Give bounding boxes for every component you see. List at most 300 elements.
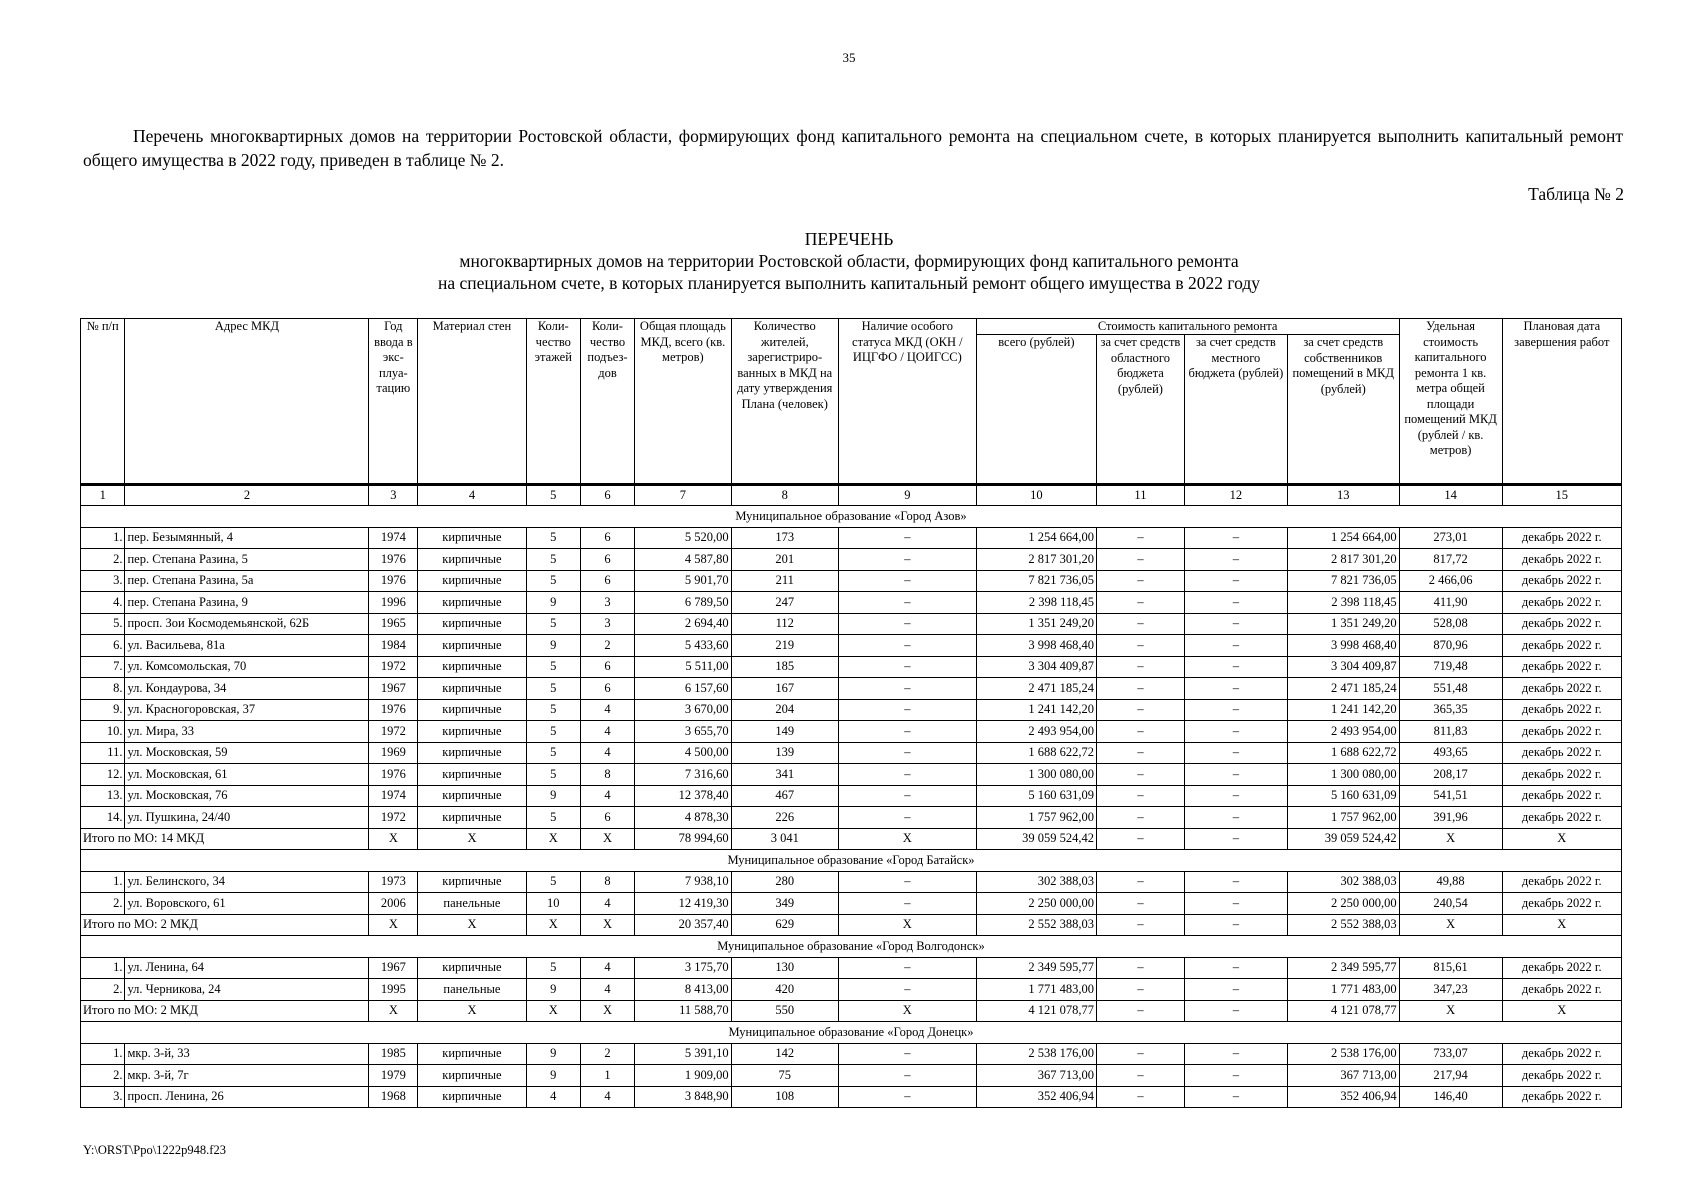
- total-label: Итого по МО: 2 МКД: [81, 914, 369, 936]
- table-cell: –: [1184, 893, 1287, 915]
- table-cell: 1967: [369, 678, 418, 700]
- table-cell: 8 413,00: [635, 979, 732, 1001]
- table-cell: 1972: [369, 807, 418, 829]
- table-cell: 1976: [369, 699, 418, 721]
- header-cost-total: всего (рублей): [976, 335, 1096, 485]
- table-cell: 2006: [369, 893, 418, 915]
- table-cell: 2 538 176,00: [976, 1043, 1096, 1065]
- table-cell: пер. Степана Разина, 5а: [125, 570, 369, 592]
- table-cell: 13.: [81, 785, 125, 807]
- table-cell: 5 160 631,09: [976, 785, 1096, 807]
- table-cell: декабрь 2022 г.: [1502, 893, 1621, 915]
- column-number: 13: [1287, 485, 1399, 506]
- total-cell: X: [1502, 828, 1621, 850]
- table-cell: декабрь 2022 г.: [1502, 957, 1621, 979]
- table-row: [81, 979, 1622, 1001]
- table-cell: 2 398 118,45: [1287, 592, 1399, 614]
- table-cell: –: [838, 785, 976, 807]
- table-cell: 7 821 736,05: [1287, 570, 1399, 592]
- table-cell: 4 878,30: [635, 807, 732, 829]
- table-cell: 112: [731, 613, 838, 635]
- table-cell: ул. Комсомольская, 70: [125, 656, 369, 678]
- total-cell: X: [526, 914, 580, 936]
- table-cell: –: [838, 742, 976, 764]
- table-cell: 1968: [369, 1086, 418, 1108]
- total-label: Итого по МО: 14 МКД: [81, 828, 369, 850]
- table-cell: –: [838, 807, 976, 829]
- table-cell: 1 688 622,72: [1287, 742, 1399, 764]
- table-row: [81, 592, 1622, 614]
- total-cell: –: [1097, 1000, 1185, 1022]
- table-cell: –: [1184, 871, 1287, 893]
- table-cell: кирпичные: [418, 570, 526, 592]
- table-cell: –: [1097, 785, 1185, 807]
- table-cell: 219: [731, 635, 838, 657]
- table-cell: –: [1097, 678, 1185, 700]
- table-cell: 1976: [369, 570, 418, 592]
- table-cell: –: [1097, 979, 1185, 1001]
- table-cell: –: [1184, 785, 1287, 807]
- table-cell: кирпичные: [418, 613, 526, 635]
- table-cell: пер. Безымянный, 4: [125, 527, 369, 549]
- table-cell: 6 789,50: [635, 592, 732, 614]
- table-cell: 5: [526, 699, 580, 721]
- table-cell: 1 241 142,20: [1287, 699, 1399, 721]
- table-row: [81, 1065, 1622, 1087]
- table-cell: 4: [580, 742, 634, 764]
- table-cell: –: [1184, 957, 1287, 979]
- table-cell: –: [1097, 592, 1185, 614]
- table-cell: 2 471 185,24: [1287, 678, 1399, 700]
- table-cell: 211: [731, 570, 838, 592]
- table-cell: 5 160 631,09: [1287, 785, 1399, 807]
- table-cell: –: [1097, 549, 1185, 571]
- table-cell: 719,48: [1399, 656, 1502, 678]
- table-cell: 108: [731, 1086, 838, 1108]
- table-cell: 5 511,00: [635, 656, 732, 678]
- table-cell: 9.: [81, 699, 125, 721]
- header-year: Год ввода в экс- плуа- тацию: [369, 319, 418, 485]
- table-cell: 9: [526, 785, 580, 807]
- table-cell: 1 909,00: [635, 1065, 732, 1087]
- header-entrances: Коли- чество подъез- дов: [580, 319, 634, 485]
- table-cell: 7.: [81, 656, 125, 678]
- table-row: [81, 742, 1622, 764]
- table-cell: мкр. 3-й, 33: [125, 1043, 369, 1065]
- table-cell: 6: [580, 656, 634, 678]
- table-cell: декабрь 2022 г.: [1502, 871, 1621, 893]
- table-cell: 2 349 595,77: [976, 957, 1096, 979]
- table-cell: ул. Васильева, 81а: [125, 635, 369, 657]
- total-cell: 78 994,60: [635, 828, 732, 850]
- table-cell: декабрь 2022 г.: [1502, 570, 1621, 592]
- table-cell: 1973: [369, 871, 418, 893]
- total-cell: X: [369, 914, 418, 936]
- table-cell: 3 998 468,40: [1287, 635, 1399, 657]
- table-cell: пер. Степана Разина, 9: [125, 592, 369, 614]
- table-cell: 1995: [369, 979, 418, 1001]
- table-cell: 1 254 664,00: [1287, 527, 1399, 549]
- table-cell: 1: [580, 1065, 634, 1087]
- table-cell: 391,96: [1399, 807, 1502, 829]
- table-cell: 4: [580, 785, 634, 807]
- table-cell: 1984: [369, 635, 418, 657]
- table-cell: 1972: [369, 721, 418, 743]
- total-cell: X: [418, 1000, 526, 1022]
- table-cell: кирпичные: [418, 527, 526, 549]
- total-cell: X: [1399, 1000, 1502, 1022]
- table-cell: 9: [526, 979, 580, 1001]
- table-cell: 1996: [369, 592, 418, 614]
- table-cell: –: [838, 764, 976, 786]
- total-row: [81, 828, 1622, 850]
- table-cell: декабрь 2022 г.: [1502, 678, 1621, 700]
- table-cell: пер. Степана Разина, 5: [125, 549, 369, 571]
- table-cell: 240,54: [1399, 893, 1502, 915]
- table-cell: 1972: [369, 656, 418, 678]
- title-line-1: ПЕРЕЧЕНЬ: [804, 229, 894, 249]
- table-cell: 1969: [369, 742, 418, 764]
- table-cell: кирпичные: [418, 678, 526, 700]
- table-cell: 1 771 483,00: [976, 979, 1096, 1001]
- total-label: Итого по МО: 2 МКД: [81, 1000, 369, 1022]
- intro-paragraph: [83, 124, 1623, 172]
- table-cell: –: [1097, 871, 1185, 893]
- houses-table: [80, 318, 1622, 1108]
- table-cell: 204: [731, 699, 838, 721]
- table-cell: –: [1184, 1043, 1287, 1065]
- total-cell: 550: [731, 1000, 838, 1022]
- table-cell: 1 688 622,72: [976, 742, 1096, 764]
- title-line-3: на специальном счете, в которых планируется выполнить капитальный ремонт общего имущества в 2022 году: [437, 273, 1261, 293]
- total-cell: X: [838, 828, 976, 850]
- table-row: [81, 699, 1622, 721]
- table-cell: 420: [731, 979, 838, 1001]
- table-row: [81, 764, 1622, 786]
- table-row: [81, 678, 1622, 700]
- table-cell: 1 771 483,00: [1287, 979, 1399, 1001]
- table-cell: 6: [580, 678, 634, 700]
- table-cell: 2 398 118,45: [976, 592, 1096, 614]
- table-cell: декабрь 2022 г.: [1502, 549, 1621, 571]
- total-cell: X: [418, 828, 526, 850]
- total-cell: 11 588,70: [635, 1000, 732, 1022]
- table-cell: 9: [526, 592, 580, 614]
- table-cell: 9: [526, 635, 580, 657]
- total-cell: 39 059 524,42: [1287, 828, 1399, 850]
- table-cell: 5 433,60: [635, 635, 732, 657]
- table-cell: –: [838, 592, 976, 614]
- table-cell: 3 175,70: [635, 957, 732, 979]
- table-cell: 6: [580, 570, 634, 592]
- table-cell: 2 250 000,00: [1287, 893, 1399, 915]
- column-numbers-row: [81, 485, 1622, 506]
- table-cell: 528,08: [1399, 613, 1502, 635]
- table-cell: 1985: [369, 1043, 418, 1065]
- table-row: [81, 635, 1622, 657]
- section-header-row: [81, 506, 1622, 528]
- table-cell: 5: [526, 764, 580, 786]
- table-cell: 1979: [369, 1065, 418, 1087]
- table-cell: 4: [580, 979, 634, 1001]
- table-cell: 9: [526, 1065, 580, 1087]
- table-cell: 6.: [81, 635, 125, 657]
- table-cell: 493,65: [1399, 742, 1502, 764]
- table-cell: просп. Ленина, 26: [125, 1086, 369, 1108]
- table-cell: 1 757 962,00: [976, 807, 1096, 829]
- table-cell: –: [838, 1086, 976, 1108]
- table-row: [81, 785, 1622, 807]
- table-cell: декабрь 2022 г.: [1502, 1086, 1621, 1108]
- column-number: 12: [1184, 485, 1287, 506]
- table-cell: кирпичные: [418, 635, 526, 657]
- table-cell: 1 300 080,00: [976, 764, 1096, 786]
- total-row: [81, 914, 1622, 936]
- table-cell: –: [1184, 807, 1287, 829]
- table-cell: 10: [526, 893, 580, 915]
- table-cell: кирпичные: [418, 721, 526, 743]
- table-cell: 8: [580, 871, 634, 893]
- table-cell: 6: [580, 527, 634, 549]
- table-cell: 5: [526, 656, 580, 678]
- table-cell: 1 351 249,20: [1287, 613, 1399, 635]
- table-cell: 365,35: [1399, 699, 1502, 721]
- page-number: 35: [842, 50, 856, 65]
- table-cell: ул. Красногоровская, 37: [125, 699, 369, 721]
- column-number: 7: [635, 485, 732, 506]
- table-cell: –: [1097, 721, 1185, 743]
- column-number: 10: [976, 485, 1096, 506]
- table-cell: 870,96: [1399, 635, 1502, 657]
- table-cell: –: [1184, 721, 1287, 743]
- total-cell: –: [1097, 914, 1185, 936]
- table-cell: –: [838, 893, 976, 915]
- table-cell: 2: [580, 635, 634, 657]
- table-cell: 2 538 176,00: [1287, 1043, 1399, 1065]
- total-cell: X: [526, 828, 580, 850]
- table-row: [81, 613, 1622, 635]
- total-cell: 4 121 078,77: [976, 1000, 1096, 1022]
- table-cell: 2 694,40: [635, 613, 732, 635]
- table-cell: 1976: [369, 764, 418, 786]
- table-cell: 4: [580, 957, 634, 979]
- table-cell: 551,48: [1399, 678, 1502, 700]
- table-cell: кирпичные: [418, 1065, 526, 1087]
- table-cell: ул. Пушкина, 24/40: [125, 807, 369, 829]
- header-cost-local: за счет средств местного бюджета (рублей): [1184, 335, 1287, 485]
- table-cell: –: [1097, 699, 1185, 721]
- table-cell: ул. Ленина, 64: [125, 957, 369, 979]
- table-cell: декабрь 2022 г.: [1502, 1065, 1621, 1087]
- table-cell: кирпичные: [418, 1043, 526, 1065]
- table-cell: 7 316,60: [635, 764, 732, 786]
- table-cell: 273,01: [1399, 527, 1502, 549]
- total-cell: X: [1399, 914, 1502, 936]
- table-cell: 8: [580, 764, 634, 786]
- table-cell: 142: [731, 1043, 838, 1065]
- table-cell: 5: [526, 527, 580, 549]
- table-cell: 8.: [81, 678, 125, 700]
- table-cell: 302 388,03: [976, 871, 1096, 893]
- table-cell: –: [838, 678, 976, 700]
- table-cell: 3.: [81, 1086, 125, 1108]
- table-cell: –: [838, 979, 976, 1001]
- table-cell: 5.: [81, 613, 125, 635]
- column-number: 11: [1097, 485, 1185, 506]
- table-cell: 1 254 664,00: [976, 527, 1096, 549]
- column-number: 14: [1399, 485, 1502, 506]
- header-material: Материал стен: [418, 319, 526, 485]
- table-cell: 1967: [369, 957, 418, 979]
- table-cell: –: [838, 570, 976, 592]
- table-cell: ул. Черникова, 24: [125, 979, 369, 1001]
- table-cell: –: [1184, 527, 1287, 549]
- table-cell: –: [1184, 592, 1287, 614]
- table-cell: декабрь 2022 г.: [1502, 613, 1621, 635]
- total-cell: X: [1502, 914, 1621, 936]
- total-cell: X: [1399, 828, 1502, 850]
- table-cell: 2.: [81, 893, 125, 915]
- total-cell: X: [1502, 1000, 1621, 1022]
- table-cell: декабрь 2022 г.: [1502, 764, 1621, 786]
- table-cell: декабрь 2022 г.: [1502, 979, 1621, 1001]
- table-cell: декабрь 2022 г.: [1502, 592, 1621, 614]
- table-cell: 5: [526, 742, 580, 764]
- total-row: [81, 1000, 1622, 1022]
- title-line-2: многоквартирных домов на территории Ростовской области, формирующих фонд капитального ремонта: [459, 251, 1239, 271]
- table-cell: –: [1097, 1065, 1185, 1087]
- table-cell: 2: [580, 1043, 634, 1065]
- table-cell: панельные: [418, 893, 526, 915]
- table-cell: 3.: [81, 570, 125, 592]
- total-cell: –: [1184, 1000, 1287, 1022]
- table-cell: кирпичные: [418, 957, 526, 979]
- table-cell: 352 406,94: [1287, 1086, 1399, 1108]
- table-row: [81, 893, 1622, 915]
- table-cell: 6 157,60: [635, 678, 732, 700]
- table-cell: –: [838, 549, 976, 571]
- table-cell: –: [838, 635, 976, 657]
- table-cell: 815,61: [1399, 957, 1502, 979]
- column-number: 6: [580, 485, 634, 506]
- table-row: [81, 656, 1622, 678]
- table-cell: 146,40: [1399, 1086, 1502, 1108]
- table-cell: 7 821 736,05: [976, 570, 1096, 592]
- table-cell: 367 713,00: [976, 1065, 1096, 1087]
- table-cell: 5: [526, 570, 580, 592]
- table-cell: 1.: [81, 871, 125, 893]
- table-cell: 12 378,40: [635, 785, 732, 807]
- table-cell: 1.: [81, 957, 125, 979]
- total-cell: 3 041: [731, 828, 838, 850]
- total-cell: X: [580, 914, 634, 936]
- table-cell: –: [838, 656, 976, 678]
- table-cell: декабрь 2022 г.: [1502, 721, 1621, 743]
- table-cell: 3: [580, 613, 634, 635]
- table-cell: 302 388,03: [1287, 871, 1399, 893]
- table-row: [81, 527, 1622, 549]
- table-cell: ул. Белинского, 34: [125, 871, 369, 893]
- table-cell: 201: [731, 549, 838, 571]
- table-row: [81, 1043, 1622, 1065]
- total-cell: X: [369, 828, 418, 850]
- table-cell: 2.: [81, 549, 125, 571]
- section-title: Муниципальное образование «Город Донецк»: [81, 1022, 1622, 1044]
- table-cell: декабрь 2022 г.: [1502, 656, 1621, 678]
- table-cell: 541,51: [1399, 785, 1502, 807]
- table-cell: 247: [731, 592, 838, 614]
- file-path-footer: Y:\ORST\Ppo\1222p948.f23: [83, 1143, 226, 1157]
- table-cell: 367 713,00: [1287, 1065, 1399, 1087]
- table-cell: 5 520,00: [635, 527, 732, 549]
- table-row: [81, 570, 1622, 592]
- table-cell: 817,72: [1399, 549, 1502, 571]
- table-row: [81, 549, 1622, 571]
- table-cell: 341: [731, 764, 838, 786]
- table-cell: –: [1184, 742, 1287, 764]
- table-cell: 3: [580, 592, 634, 614]
- table-cell: кирпичные: [418, 592, 526, 614]
- intro-text: Перечень многоквартирных домов на территории Ростовской области, формирующих фонд капитального ремонта на специальном счете, в которых планируется выполнить капитальный ремонт общего имущества в 2022 году, приведен в таблице № 2.: [83, 126, 1623, 170]
- table-cell: 3 304 409,87: [976, 656, 1096, 678]
- table-cell: кирпичные: [418, 764, 526, 786]
- column-number: 4: [418, 485, 526, 506]
- table-row: [81, 721, 1622, 743]
- table-cell: кирпичные: [418, 699, 526, 721]
- table-cell: 2.: [81, 979, 125, 1001]
- table-row: [81, 1086, 1622, 1108]
- table-cell: 3 848,90: [635, 1086, 732, 1108]
- table-cell: просп. Зои Космодемьянской, 62Б: [125, 613, 369, 635]
- table-cell: 1 351 249,20: [976, 613, 1096, 635]
- table-cell: –: [838, 721, 976, 743]
- table-cell: –: [838, 613, 976, 635]
- total-cell: 39 059 524,42: [976, 828, 1096, 850]
- table-row: [81, 807, 1622, 829]
- header-date: Плановая дата завершения работ: [1502, 319, 1621, 485]
- table-cell: 4 587,80: [635, 549, 732, 571]
- table-cell: декабрь 2022 г.: [1502, 527, 1621, 549]
- table-cell: 149: [731, 721, 838, 743]
- header-cost-group: Стоимость капитального ремонта: [976, 319, 1399, 335]
- table-cell: 185: [731, 656, 838, 678]
- table-cell: 5: [526, 613, 580, 635]
- total-cell: 4 121 078,77: [1287, 1000, 1399, 1022]
- table-cell: 4: [526, 1086, 580, 1108]
- table-cell: ул. Московская, 59: [125, 742, 369, 764]
- table-cell: –: [1097, 527, 1185, 549]
- table-cell: 11.: [81, 742, 125, 764]
- table-cell: 4 500,00: [635, 742, 732, 764]
- table-cell: кирпичные: [418, 807, 526, 829]
- table-cell: панельные: [418, 979, 526, 1001]
- table-cell: 2 349 595,77: [1287, 957, 1399, 979]
- section-title: Муниципальное образование «Город Азов»: [81, 506, 1622, 528]
- table-cell: –: [838, 957, 976, 979]
- table-cell: ул. Кондаурова, 34: [125, 678, 369, 700]
- table-cell: 1974: [369, 527, 418, 549]
- table-cell: 5 391,10: [635, 1043, 732, 1065]
- column-number: 5: [526, 485, 580, 506]
- table-cell: –: [1184, 613, 1287, 635]
- table-cell: –: [1097, 570, 1185, 592]
- table-row: [81, 957, 1622, 979]
- table-cell: кирпичные: [418, 1086, 526, 1108]
- table-cell: 167: [731, 678, 838, 700]
- table-row: [81, 871, 1622, 893]
- table-cell: ул. Мира, 33: [125, 721, 369, 743]
- table-cell: 217,94: [1399, 1065, 1502, 1087]
